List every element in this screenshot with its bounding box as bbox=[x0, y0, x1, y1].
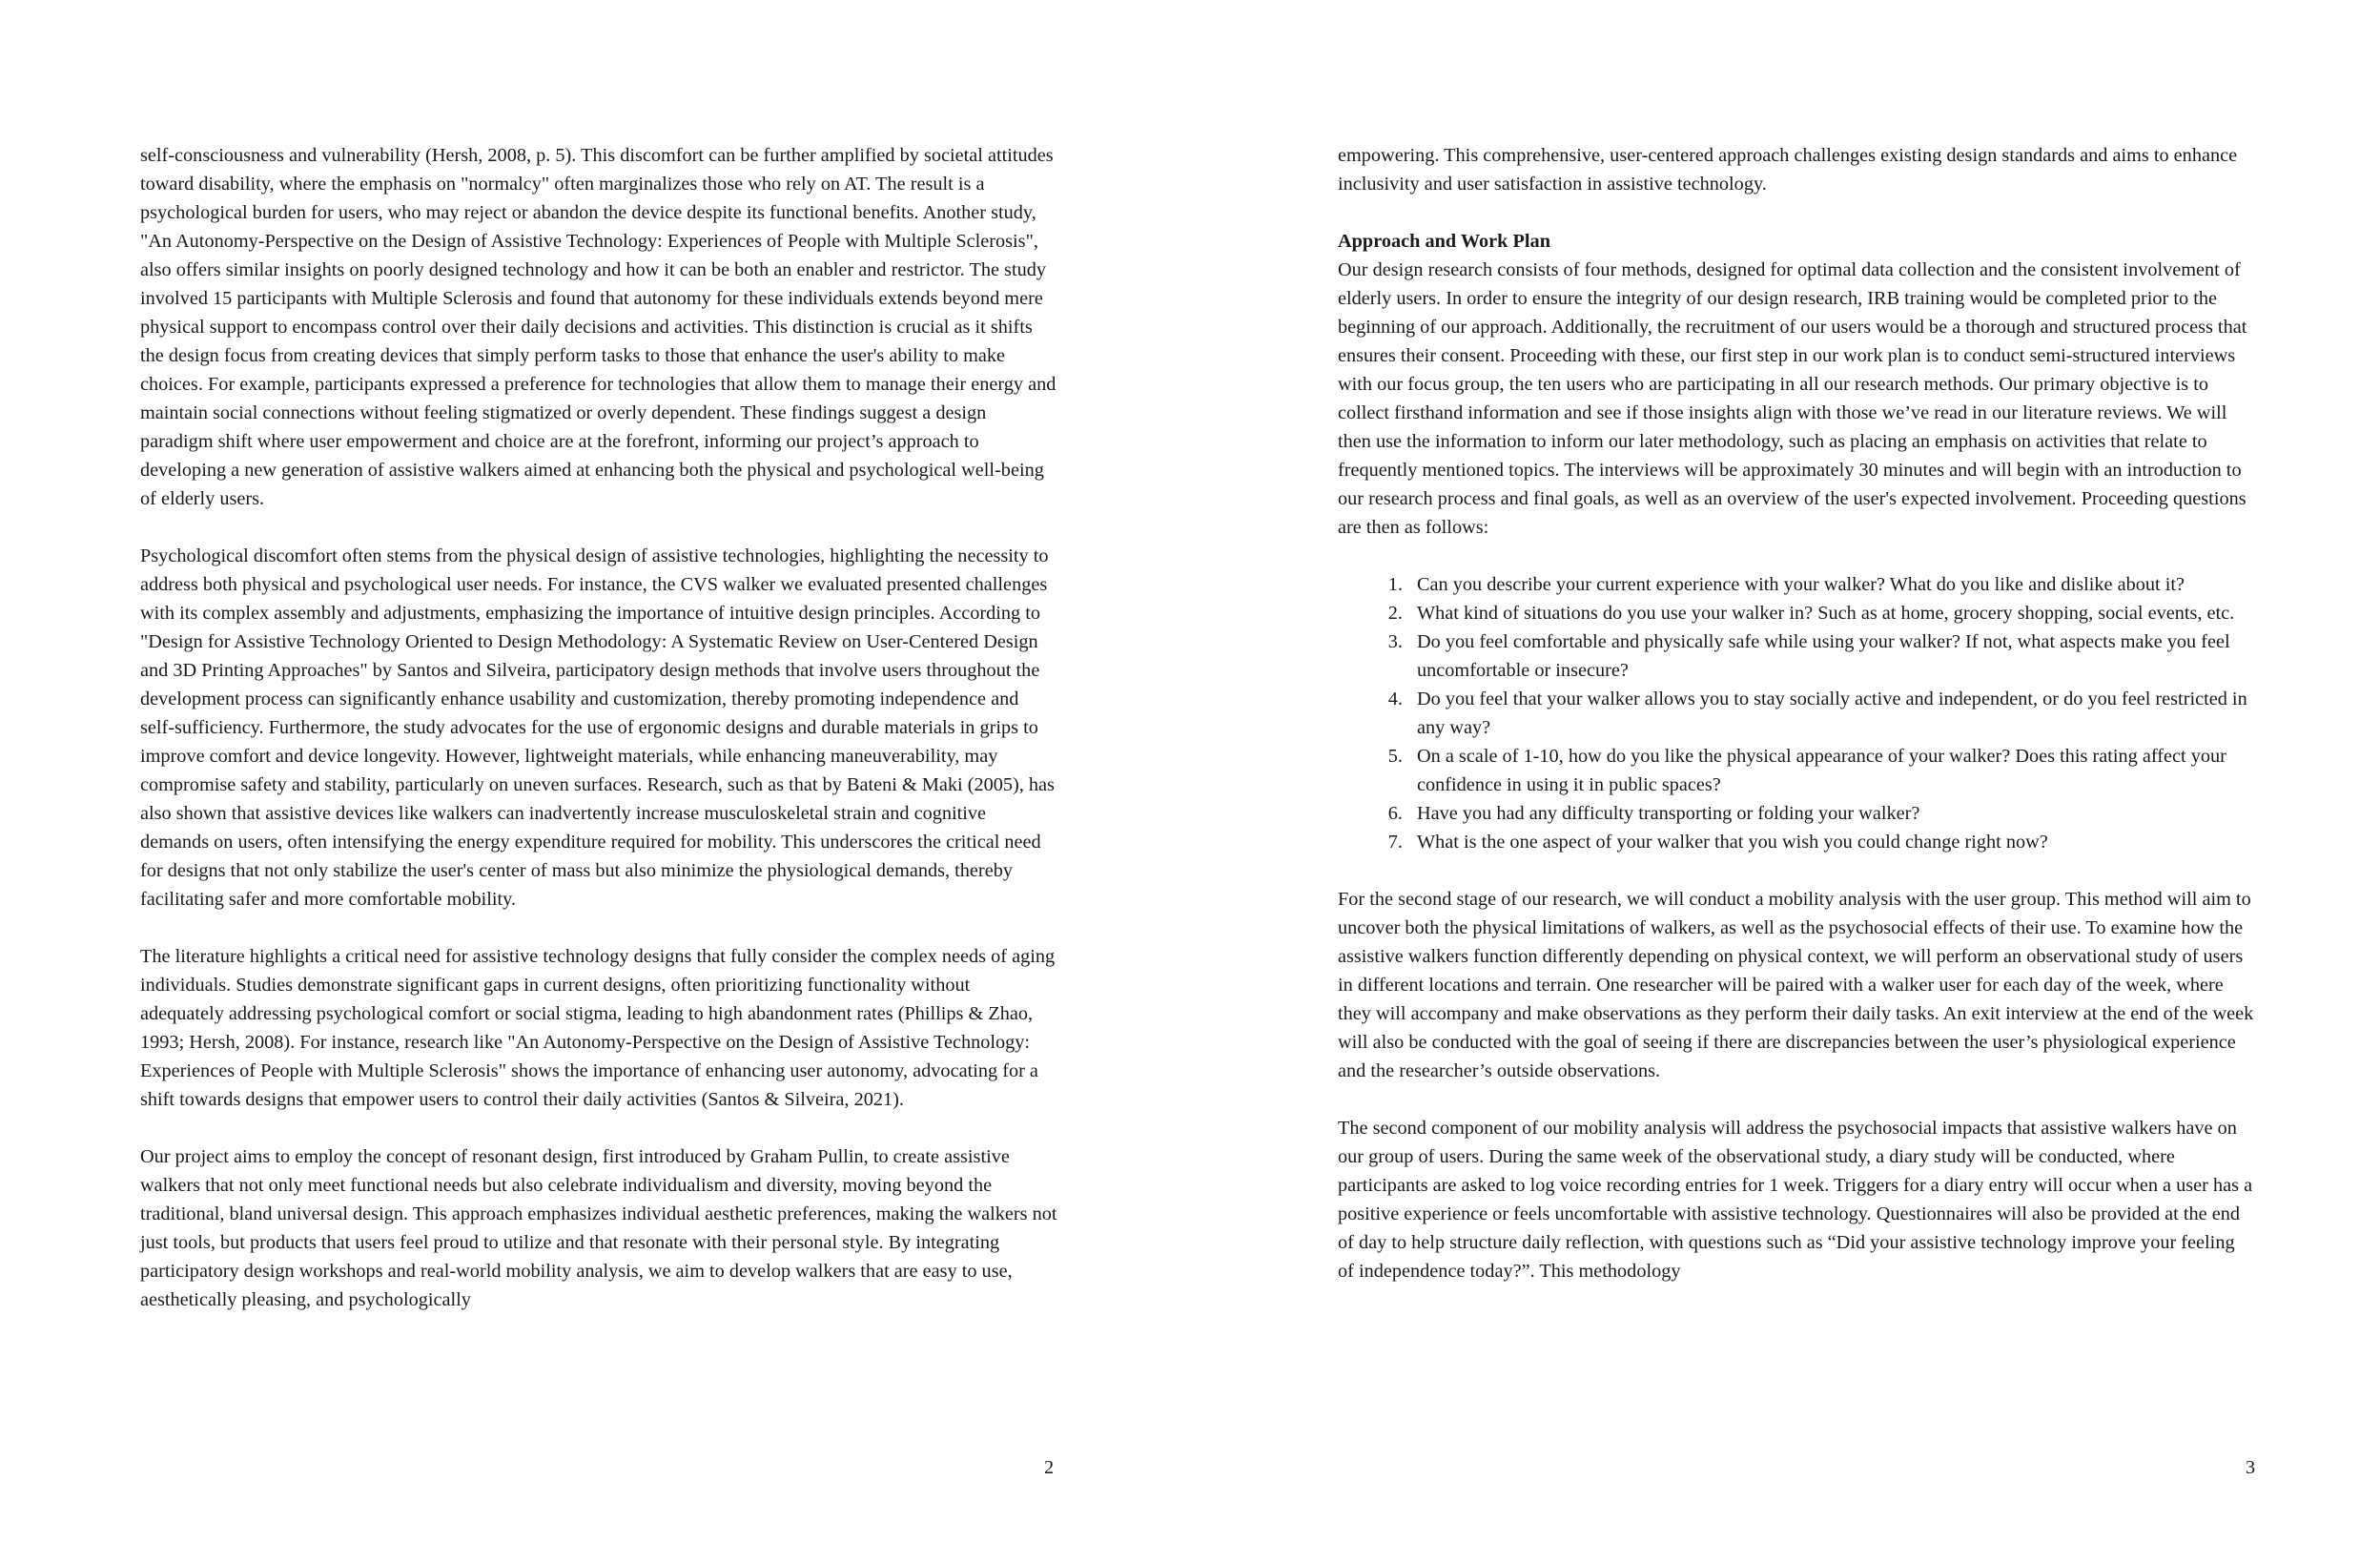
list-item: 3. Do you feel comfortable and physically safe while using your walker? If not, what aspects make you feel uncomfortable or insecure? bbox=[1407, 627, 2255, 685]
body-paragraph: Our project aims to employ the concept of resonant design, first introduced by Graham Pullin, to create assistive walkers that not only meet functional needs but also celebrate individualism and diversity, moving beyond the traditional, bland universal design. This approach emphasizes individual aesthetic preferences, making the walkers not just tools, but products that users feel proud to utilize and that resonate with their personal style. By integrating participatory design workshops and real-world mobility analysis, we aim to develop walkers that are easy to use, aesthetically pleasing, and psychologically bbox=[140, 1146, 1057, 1310]
section-heading: Approach and Work Plan bbox=[1338, 231, 1550, 252]
document-page-right bbox=[1190, 0, 2380, 1542]
list-item: 7. What is the one aspect of your walker that you wish you could change right now? bbox=[1407, 828, 2255, 856]
list-item: 2. What kind of situations do you use your walker in? Such as at home, grocery shopping, social events, etc. bbox=[1407, 599, 2255, 627]
list-item: 6. Have you had any difficulty transporting or folding your walker? bbox=[1407, 799, 2255, 828]
page-body bbox=[140, 141, 1057, 1314]
page-number: 3 bbox=[2246, 1457, 2256, 1478]
body-paragraph: For the second stage of our research, we will conduct a mobility analysis with the user group. This method will aim to uncover both the physical limitations of walkers, as well as the psychosocial effects of their use. To examine how the assistive walkers function differently depending on physical context, we will perform an observational study of users in different locations and terrain. One researcher will be paired with a walker user for each day of the week, where they will accompany and make observations as they perform their daily tasks. An exit interview at the end of the week will also be conducted with the goal of seeing if there are discrepancies between the user’s physiological experience and the researcher’s outside observations. bbox=[1338, 889, 2254, 1081]
body-paragraph: The literature highlights a critical need for assistive technology designs that fully consider the complex needs of aging individuals. Studies demonstrate significant gaps in current designs, often prioritizing functionality without adequately addressing psychological comfort or social stigma, leading to high abandonment rates (Phillips & Zhao, 1993; Hersh, 2008). For instance, research like "An Autonomy-Perspective on the Design of Assistive Technology: Experiences of People with Multiple Sclerosis" shows the importance of enhancing user autonomy, advocating for a shift towards designs that empower users to control their daily activities (Santos & Silveira, 2021). bbox=[140, 946, 1056, 1110]
body-paragraph: self-consciousness and vulnerability (Hersh, 2008, p. 5). This discomfort can be further amplified by societal attitudes toward disability, where the emphasis on "normalcy" often marginalizes those who rely on AT. The result is a psychological burden for users, who may reject or abandon the device despite its functional benefits. Another study, "An Autonomy-Perspective on the Design of Assistive Technology: Experiences of People with Multiple Sclerosis", also offers similar insights on poorly designed technology and how it can be both an enabler and restrictor. The study involved 15 participants with Multiple Sclerosis and found that autonomy for these individuals extends beyond mere physical support to encompass control over their daily decisions and activities. This distinction is crucial as it shifts the design focus from creating devices that simply perform tasks to those that enhance the user's ability to make choices. For example, participants expressed a preference for technologies that allow them to manage their energy and maintain social connections without feeling stigmatized or overly dependent. These findings suggest a design paradigm shift where user empowerment and choice are at the forefront, informing our project’s approach to developing a new generation of assistive walkers aimed at enhancing both the physical and psychological well-being of elderly users. bbox=[140, 145, 1057, 509]
body-paragraph: The second component of our mobility analysis will address the psychosocial impacts that assistive walkers have on our group of users. During the same week of the observational study, a diary study will be conducted, where participants are asked to log voice recording entries for 1 week. Triggers for a diary entry will occur when a user has a positive experience or feels uncomfortable with assistive technology. Questionnaires will also be provided at the end of day to help structure daily reflection, with questions such as “Did your assistive technology improve your feeling of independence today?”. This methodology bbox=[1338, 1118, 2253, 1282]
list-item: 1. Can you describe your current experience with your walker? What do you like and dislike about it? bbox=[1407, 570, 2255, 599]
interview-questions-list bbox=[1338, 570, 2255, 856]
page-body bbox=[1338, 141, 2255, 1285]
body-paragraph: Psychological discomfort often stems from the physical design of assistive technologies, highlighting the necessity to address both physical and psychological user needs. For instance, the CVS walker we evaluated presented challenges with its complex assembly and adjustments, emphasizing the importance of intuitive design principles. According to "Design for Assistive Technology Oriented to Design Methodology: A Systematic Review on User-Centered Design and 3D Printing Approaches" by Santos and Silveira, participatory design methods that involve users throughout the development process can significantly enhance usability and customization, thereby promoting independence and self-sufficiency. Furthermore, the study advocates for the use of ergonomic designs and durable materials in grips to improve comfort and device longevity. However, lightweight materials, while enhancing maneuverability, may compromise safety and stability, particularly on uneven surfaces. Research, such as that by Bateni & Maki (2005), has also shown that assistive devices like walkers can inadvertently increase musculoskeletal strain and cognitive demands on users, often intensifying the energy expenditure required for mobility. This underscores the critical need for designs that not only stabilize the user's center of mass but also minimize the physiological demands, thereby facilitating safer and more comfortable mobility. bbox=[140, 545, 1055, 910]
page-number: 2 bbox=[1044, 1457, 1055, 1478]
list-item: 4. Do you feel that your walker allows you to stay socially active and independent, or do you feel restricted in any way? bbox=[1407, 685, 2255, 742]
body-paragraph: empowering. This comprehensive, user-centered approach challenges existing design standards and aims to enhance inclusivity and user satisfaction in assistive technology. bbox=[1338, 145, 2238, 195]
list-item: 5. On a scale of 1-10, how do you like the physical appearance of your walker? Does this rating affect your confidence in using it in public spaces? bbox=[1407, 742, 2255, 799]
body-paragraph: Our design research consists of four methods, designed for optimal data collection and the consistent involvement of elderly users. In order to ensure the integrity of our design research, IRB training would be completed prior to the beginning of our approach. Additionally, the recruitment of our users would be a thorough and structured process that ensures their consent. Proceeding with these, our first step in our work plan is to conduct semi-structured interviews with our focus group, the ten users who are participating in all our research methods. Our primary objective is to collect firsthand information and see if those insights align with those we’ve read in our literature reviews. We will then use the information to inform our later methodology, such as placing an emphasis on activities that relate to frequently mentioned topics. The interviews will be approximately 30 minutes and will begin with an introduction to our research process and final goals, as well as an overview of the user's expected involvement. Proceeding questions are then as follows: bbox=[1338, 259, 2247, 538]
